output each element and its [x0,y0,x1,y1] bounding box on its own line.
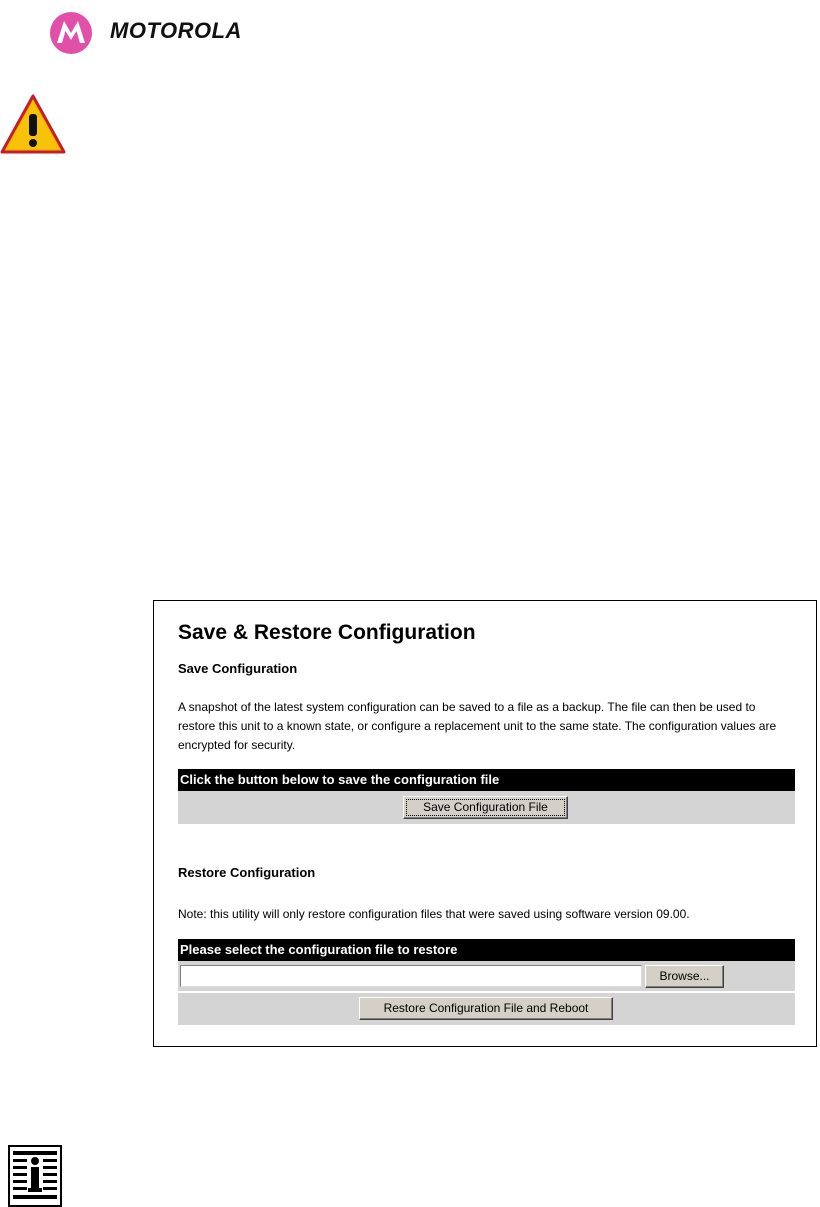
warning-icon [0,94,66,154]
save-section-bar: Click the button below to save the configuration file [178,769,795,791]
restore-heading: Restore Configuration [178,865,316,880]
restore-configuration-button[interactable]: Restore Configuration File and Reboot [359,997,613,1020]
save-heading: Save Configuration [178,661,298,676]
save-button-row [178,791,795,824]
browse-button[interactable]: Browse... [645,965,724,988]
save-configuration-button[interactable]: Save Configuration File [403,796,568,819]
restore-button-row [178,993,795,1025]
config-file-input[interactable] [180,965,642,987]
save-restore-screenshot [153,600,817,1047]
brand-name: MOTOROLA [110,18,242,43]
save-description: A snapshot of the latest system configuration can be saved to a file as a backup. The file can then be used to restore this unit to a known state, or configure a replacement unit to the same state. The configuration values are encrypted for security. [178,700,777,752]
file-select-row [178,961,795,991]
info-icon [8,1145,62,1207]
restore-section-bar: Please select the configuration file to restore [178,939,795,961]
page-title: Save & Restore Configuration [178,621,476,644]
motorola-logo-icon [50,12,92,54]
restore-note: Note: this utility will only restore configuration files that were saved using software version 09.00. [178,907,690,921]
